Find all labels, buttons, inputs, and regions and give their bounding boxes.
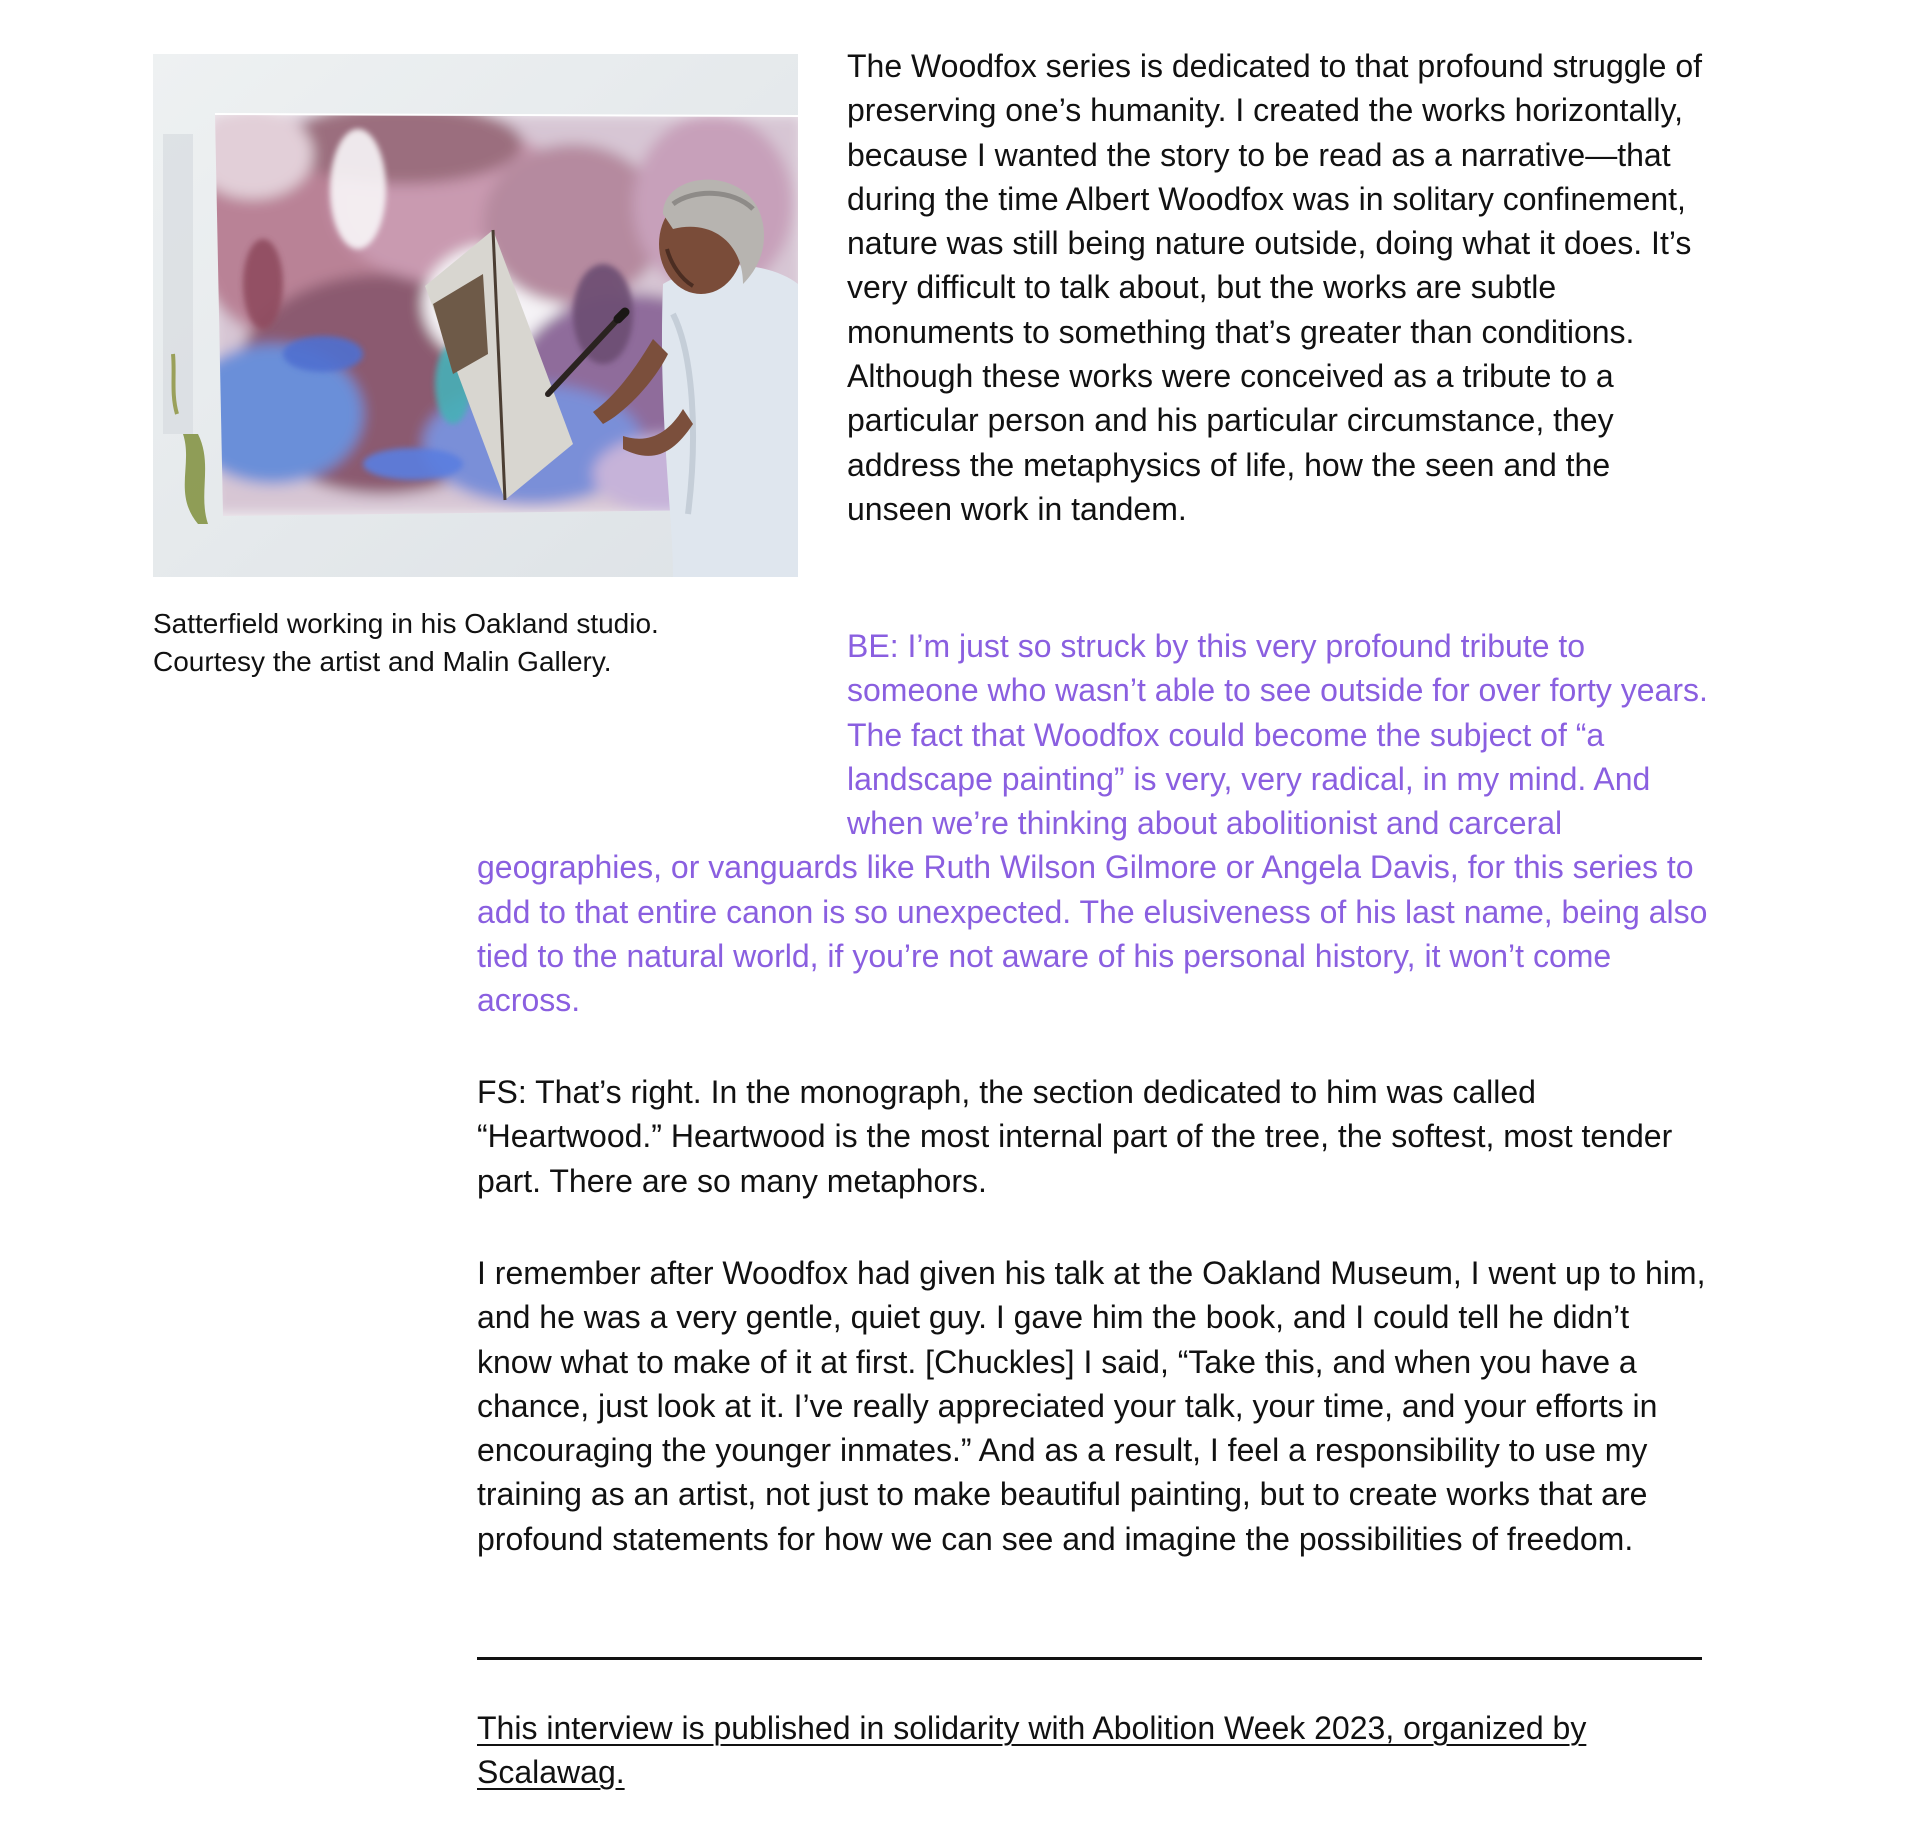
caption-line-1: Satterfield working in his Oakland studio. <box>153 608 659 639</box>
intro-paragraph: The Woodfox series is dedicated to that profound struggle of preserving one’s humanity. I created the works horizontally, because I wanted the story to be read as a narrative—that during the time Albert Woodfox was in solitary confinement, nature was still being nature outside, doing what it does. It’s very difficult to talk about, but the works are subtle monuments to something that’s greater than conditions. Although these works were conceived as a tribute to a particular person and his particular circumstance, they address the metaphysics of life, how the seen and the unseen work in tandem. <box>847 48 1703 527</box>
artist-answer-1: FS: That’s right. In the monograph, the section dedicated to him was called “Heartwood.” Heartwood is the most internal part of the tree, the softest, most tender part. There are so many metaphors. <box>477 1074 1673 1199</box>
artist-answer-2: I remember after Woodfox had given his talk at the Oakland Museum, I went up to him, and he was a very gentle, quiet guy. I gave him the book, and I could tell he didn’t know what to make of it at first. [Chuckles] I said, “Take this, and when you have a chance, just look at it. I’ve really appreciated your talk, your time, and your efforts in encouraging the younger inmates.” And as a result, I feel a responsibility to use my training as an artist, not just to make beautiful painting, but to create works that are profound statements for how we can see and imagine the possibilities of freedom. <box>477 1255 1706 1557</box>
interviewer-question-text: BE: I’m just so struck by this very profound tribute to someone who wasn’t able to see outside for over forty years. The fact that Woodfox could become the subject of “a landscape painting” is very, very radical, in my mind. And when we’re thinking about abolitionist and carceral geographies, or vanguards like Ruth Wilson Gilmore or Angela Davis, for this series to add to that entire canon is so unexpected. The elusiveness of his last name, being also tied to the natural world, if you’re not aware of his personal history, it won’t come across. <box>477 628 1708 1019</box>
solidarity-note <box>477 1706 1709 1795</box>
studio-photo <box>153 54 798 577</box>
question-float-spacer <box>477 624 847 842</box>
section-divider <box>477 1657 1702 1660</box>
interviewer-question <box>477 624 1709 1023</box>
caption-line-2: Courtesy the artist and Malin Gallery. <box>153 646 612 677</box>
studio-photo-figure <box>153 54 798 681</box>
solidarity-link[interactable]: This interview is published in solidarity with Abolition Week 2023, organized by Scalawag. <box>477 1710 1587 1791</box>
